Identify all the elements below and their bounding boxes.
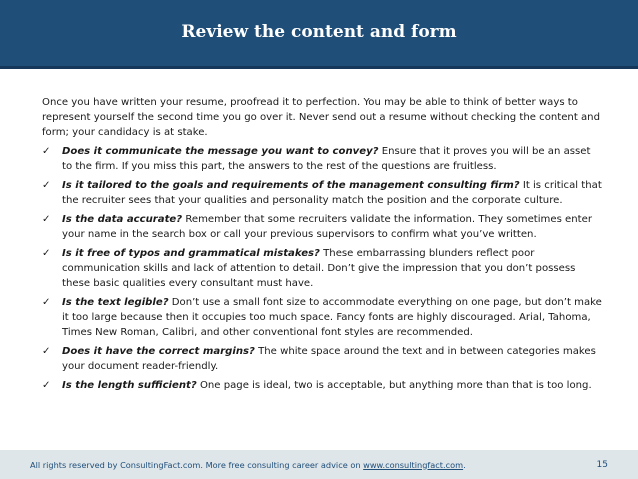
checkmark-icon: ✓ (42, 248, 51, 259)
checklist-question: Does it have the correct margins? (62, 346, 255, 357)
checklist-item (42, 212, 602, 242)
checklist-answer: These embarrassing blunders reflect poor communication skills and lack of attention to detail. Don’t give the impression that you don’t possess these basic qualities every consultant must have. (62, 248, 576, 289)
checklist-question: Is the data accurate? (62, 214, 183, 225)
footer-text: All rights reserved by ConsultingFact.com. More free consulting career advice on (30, 459, 364, 470)
intro-paragraph: Once you have written your resume, proofread it to perfection. You may be able to think of better ways to represent yourself the second time you go over it. Never send out a resume without checking the content and form; your candidacy is at stake. (42, 97, 600, 138)
checklist-answer: Don’t use a small font size to accommodate everything on one page, but don’t make it too large because then it occupies too much space. Fancy fonts are highly discouraged. Arial, Tahoma, Times New Roman, Calibri, and other conventional font styles are recommended. (62, 297, 602, 338)
checklist-item (42, 378, 602, 393)
checklist-answer: Remember that some recruiters validate the information. They sometimes enter your name in the search box or call your previous supervisors to confirm what you’ve written. (62, 214, 592, 240)
checklist-item (42, 178, 602, 208)
checklist-answer: It is critical that the recruiter sees that your qualities and personality match the position and the corporate culture. (62, 180, 602, 206)
main-content (42, 95, 602, 397)
title-bar (0, 0, 638, 69)
checklist-answer: Ensure that it proves you will be an asset to the firm. If you miss this part, the answers to the rest of the questions are fruitless. (62, 146, 591, 172)
footer-text-end: . (463, 459, 466, 470)
checklist-item (42, 246, 602, 291)
checklist-answer: The white space around the text and in between categories makes your document reader-friendly. (62, 346, 596, 372)
checkmark-icon: ✓ (42, 346, 51, 357)
checklist-question: Is the text legible? (62, 297, 169, 308)
checkmark-icon: ✓ (42, 214, 51, 225)
footer-link[interactable]: www.consultingfact.com (363, 459, 464, 470)
checklist-item (42, 344, 602, 374)
checklist (42, 144, 602, 393)
page-title: Review the content and form (181, 22, 457, 42)
checklist-answer: One page is ideal, two is acceptable, but anything more than that is too long. (196, 380, 592, 391)
footer-copyright (30, 460, 466, 470)
checklist-item (42, 144, 602, 174)
checklist-question: Is the length sufficient? (62, 380, 197, 391)
checkmark-icon: ✓ (42, 146, 51, 157)
footer (0, 450, 638, 479)
checkmark-icon: ✓ (42, 297, 51, 308)
checklist-question: Does it communicate the message you want to convey? (62, 146, 379, 157)
checklist-question: Is it free of typos and grammatical mistakes? (62, 248, 320, 259)
checklist-item (42, 295, 602, 340)
checklist-question: Is it tailored to the goals and requirements of the management consulting firm? (62, 180, 520, 191)
page-number: 15 (596, 459, 608, 470)
checkmark-icon: ✓ (42, 180, 51, 191)
checkmark-icon: ✓ (42, 380, 51, 391)
